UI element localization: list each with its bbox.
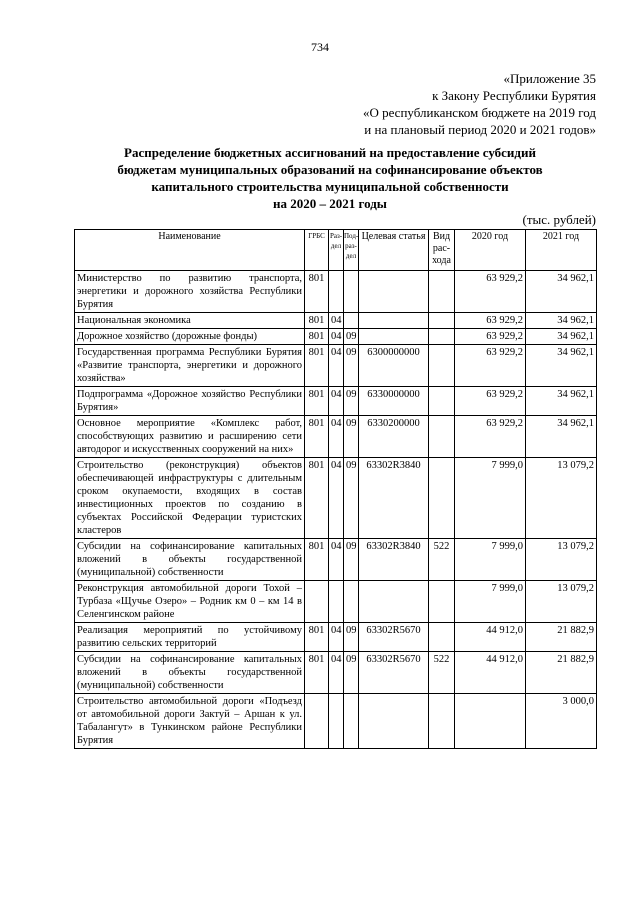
cell-grbs: 801 [305, 458, 329, 539]
table-row [75, 623, 597, 652]
cell-2021: 34 962,1 [526, 387, 597, 416]
cell-podrazdel: 09 [344, 329, 359, 345]
cell-razdel: 04 [329, 345, 344, 387]
header-razdel: Раз-дел [329, 230, 344, 271]
cell-target [359, 313, 429, 329]
cell-name: Реконструкция автомобильной дороги Тохой – Турбаза «Щучье Озеро» – Родник км 0 – км 14 в Селенгинском районе [75, 581, 305, 623]
cell-target: 63302R5670 [359, 652, 429, 694]
cell-target: 6300000000 [359, 345, 429, 387]
cell-podrazdel: 09 [344, 652, 359, 694]
cell-2020: 44 912,0 [455, 623, 526, 652]
appendix-block [363, 70, 596, 138]
cell-name: Государственная программа Республики Бурятия «Развитие транспорта, энергетики и дорожного хозяйства» [75, 345, 305, 387]
cell-2020: 7 999,0 [455, 458, 526, 539]
cell-grbs [305, 694, 329, 749]
cell-grbs: 801 [305, 329, 329, 345]
cell-2020: 7 999,0 [455, 581, 526, 623]
cell-podrazdel [344, 581, 359, 623]
appendix-line: к Закону Республики Бурятия [432, 88, 596, 103]
cell-2021: 34 962,1 [526, 329, 597, 345]
table-row [75, 694, 597, 749]
cell-podrazdel: 09 [344, 458, 359, 539]
header-target: Целевая статья [359, 230, 429, 271]
cell-vid [429, 458, 455, 539]
cell-2020: 63 929,2 [455, 329, 526, 345]
cell-podrazdel [344, 271, 359, 313]
cell-name: Реализация мероприятий по устойчивому развитию сельских территорий [75, 623, 305, 652]
cell-name: Строительство (реконструкция) объектов обеспечивающей инфраструктуры с длительным сроком окупаемости, входящих в состав инвестиционных проектов по созданию в субъектах Российской Федерации туристских кластеров [75, 458, 305, 539]
table-row [75, 313, 597, 329]
cell-razdel: 04 [329, 313, 344, 329]
cell-grbs: 801 [305, 345, 329, 387]
header-2021: 2021 год [526, 230, 597, 271]
cell-2021: 34 962,1 [526, 345, 597, 387]
cell-razdel: 04 [329, 329, 344, 345]
table-row [75, 458, 597, 539]
cell-2020 [455, 694, 526, 749]
cell-vid [429, 271, 455, 313]
cell-2020: 44 912,0 [455, 652, 526, 694]
header-podrazdel: Под-раз-дел [344, 230, 359, 271]
cell-2021: 34 962,1 [526, 416, 597, 458]
cell-grbs: 801 [305, 539, 329, 581]
cell-razdel [329, 581, 344, 623]
cell-vid: 522 [429, 539, 455, 581]
table-row [75, 387, 597, 416]
cell-name: Национальная экономика [75, 313, 305, 329]
cell-razdel [329, 271, 344, 313]
appendix-line: и на плановый период 2020 и 2021 годов» [364, 122, 596, 137]
cell-target: 6330200000 [359, 416, 429, 458]
cell-2021: 13 079,2 [526, 458, 597, 539]
table-row [75, 652, 597, 694]
cell-name: Министерство по развитию транспорта, энергетики и дорожного хозяйства Республики Бурятия [75, 271, 305, 313]
cell-name: Субсидии на софинансирование капитальных вложений в объекты государственной (муниципальной) собственности [75, 652, 305, 694]
cell-2020: 63 929,2 [455, 387, 526, 416]
header-vid: Вид рас-хода [429, 230, 455, 271]
header-name: Наименование [75, 230, 305, 271]
cell-2020: 63 929,2 [455, 271, 526, 313]
cell-vid [429, 581, 455, 623]
cell-grbs: 801 [305, 271, 329, 313]
cell-podrazdel [344, 313, 359, 329]
cell-razdel: 04 [329, 623, 344, 652]
cell-name: Дорожное хозяйство (дорожные фонды) [75, 329, 305, 345]
cell-razdel: 04 [329, 539, 344, 581]
table-row [75, 329, 597, 345]
cell-2020: 63 929,2 [455, 345, 526, 387]
cell-podrazdel: 09 [344, 539, 359, 581]
cell-podrazdel: 09 [344, 416, 359, 458]
page-number: 734 [311, 40, 329, 54]
cell-grbs [305, 581, 329, 623]
cell-podrazdel: 09 [344, 345, 359, 387]
cell-vid [429, 623, 455, 652]
title-line: на 2020 – 2021 годы [273, 196, 387, 211]
cell-target: 63302R5670 [359, 623, 429, 652]
cell-podrazdel: 09 [344, 623, 359, 652]
cell-name: Основное мероприятие «Комплекс работ, способствующих развитию и расширению сети автодорог и искусственных сооружений на них» [75, 416, 305, 458]
table-row [75, 345, 597, 387]
cell-grbs: 801 [305, 387, 329, 416]
cell-target [359, 581, 429, 623]
cell-2021: 13 079,2 [526, 581, 597, 623]
cell-2021: 13 079,2 [526, 539, 597, 581]
cell-vid [429, 387, 455, 416]
cell-razdel [329, 694, 344, 749]
cell-2020: 7 999,0 [455, 539, 526, 581]
cell-grbs: 801 [305, 313, 329, 329]
table-row [75, 581, 597, 623]
cell-2021: 21 882,9 [526, 652, 597, 694]
cell-2020: 63 929,2 [455, 416, 526, 458]
cell-razdel: 04 [329, 416, 344, 458]
cell-name: Подпрограмма «Дорожное хозяйство Республики Бурятия» [75, 387, 305, 416]
table-row [75, 539, 597, 581]
cell-vid: 522 [429, 652, 455, 694]
cell-2021: 34 962,1 [526, 313, 597, 329]
cell-name: Субсидии на софинансирование капитальных вложений в объекты государственной (муниципальной) собственности [75, 539, 305, 581]
table-row [75, 416, 597, 458]
cell-vid [429, 416, 455, 458]
header-2020: 2020 год [455, 230, 526, 271]
cell-grbs: 801 [305, 652, 329, 694]
title-line: Распределение бюджетных ассигнований на предоставление субсидий [124, 145, 536, 160]
cell-target [359, 329, 429, 345]
table-row [75, 271, 597, 313]
cell-grbs: 801 [305, 623, 329, 652]
cell-2021: 21 882,9 [526, 623, 597, 652]
cell-vid [429, 329, 455, 345]
appendix-line: «О республиканском бюджете на 2019 год [362, 105, 596, 120]
cell-2021: 3 000,0 [526, 694, 597, 749]
units-label: (тыс. рублей) [522, 212, 596, 227]
cell-podrazdel: 09 [344, 387, 359, 416]
document-title [60, 144, 600, 212]
cell-target: 63302R3840 [359, 539, 429, 581]
cell-2020: 63 929,2 [455, 313, 526, 329]
cell-razdel: 04 [329, 652, 344, 694]
table-header-row [75, 230, 597, 271]
cell-razdel: 04 [329, 458, 344, 539]
cell-name: Строительство автомобильной дороги «Подъезд от автомобильной дороги Зактуй – Аршан к ул. Табалангут» в Тункинском районе Республики Бурятия [75, 694, 305, 749]
cell-podrazdel [344, 694, 359, 749]
cell-target: 63302R3840 [359, 458, 429, 539]
budget-table [74, 229, 597, 749]
cell-grbs: 801 [305, 416, 329, 458]
cell-vid [429, 345, 455, 387]
cell-vid [429, 694, 455, 749]
cell-vid [429, 313, 455, 329]
cell-2021: 34 962,1 [526, 271, 597, 313]
title-line: капитального строительства муниципальной собственности [151, 179, 509, 194]
appendix-line: «Приложение 35 [503, 71, 596, 86]
header-grbs: ГРБС [305, 230, 329, 271]
cell-target [359, 694, 429, 749]
title-line: бюджетам муниципальных образований на софинансирование объектов [117, 162, 543, 177]
cell-target [359, 271, 429, 313]
cell-target: 6330000000 [359, 387, 429, 416]
cell-razdel: 04 [329, 387, 344, 416]
